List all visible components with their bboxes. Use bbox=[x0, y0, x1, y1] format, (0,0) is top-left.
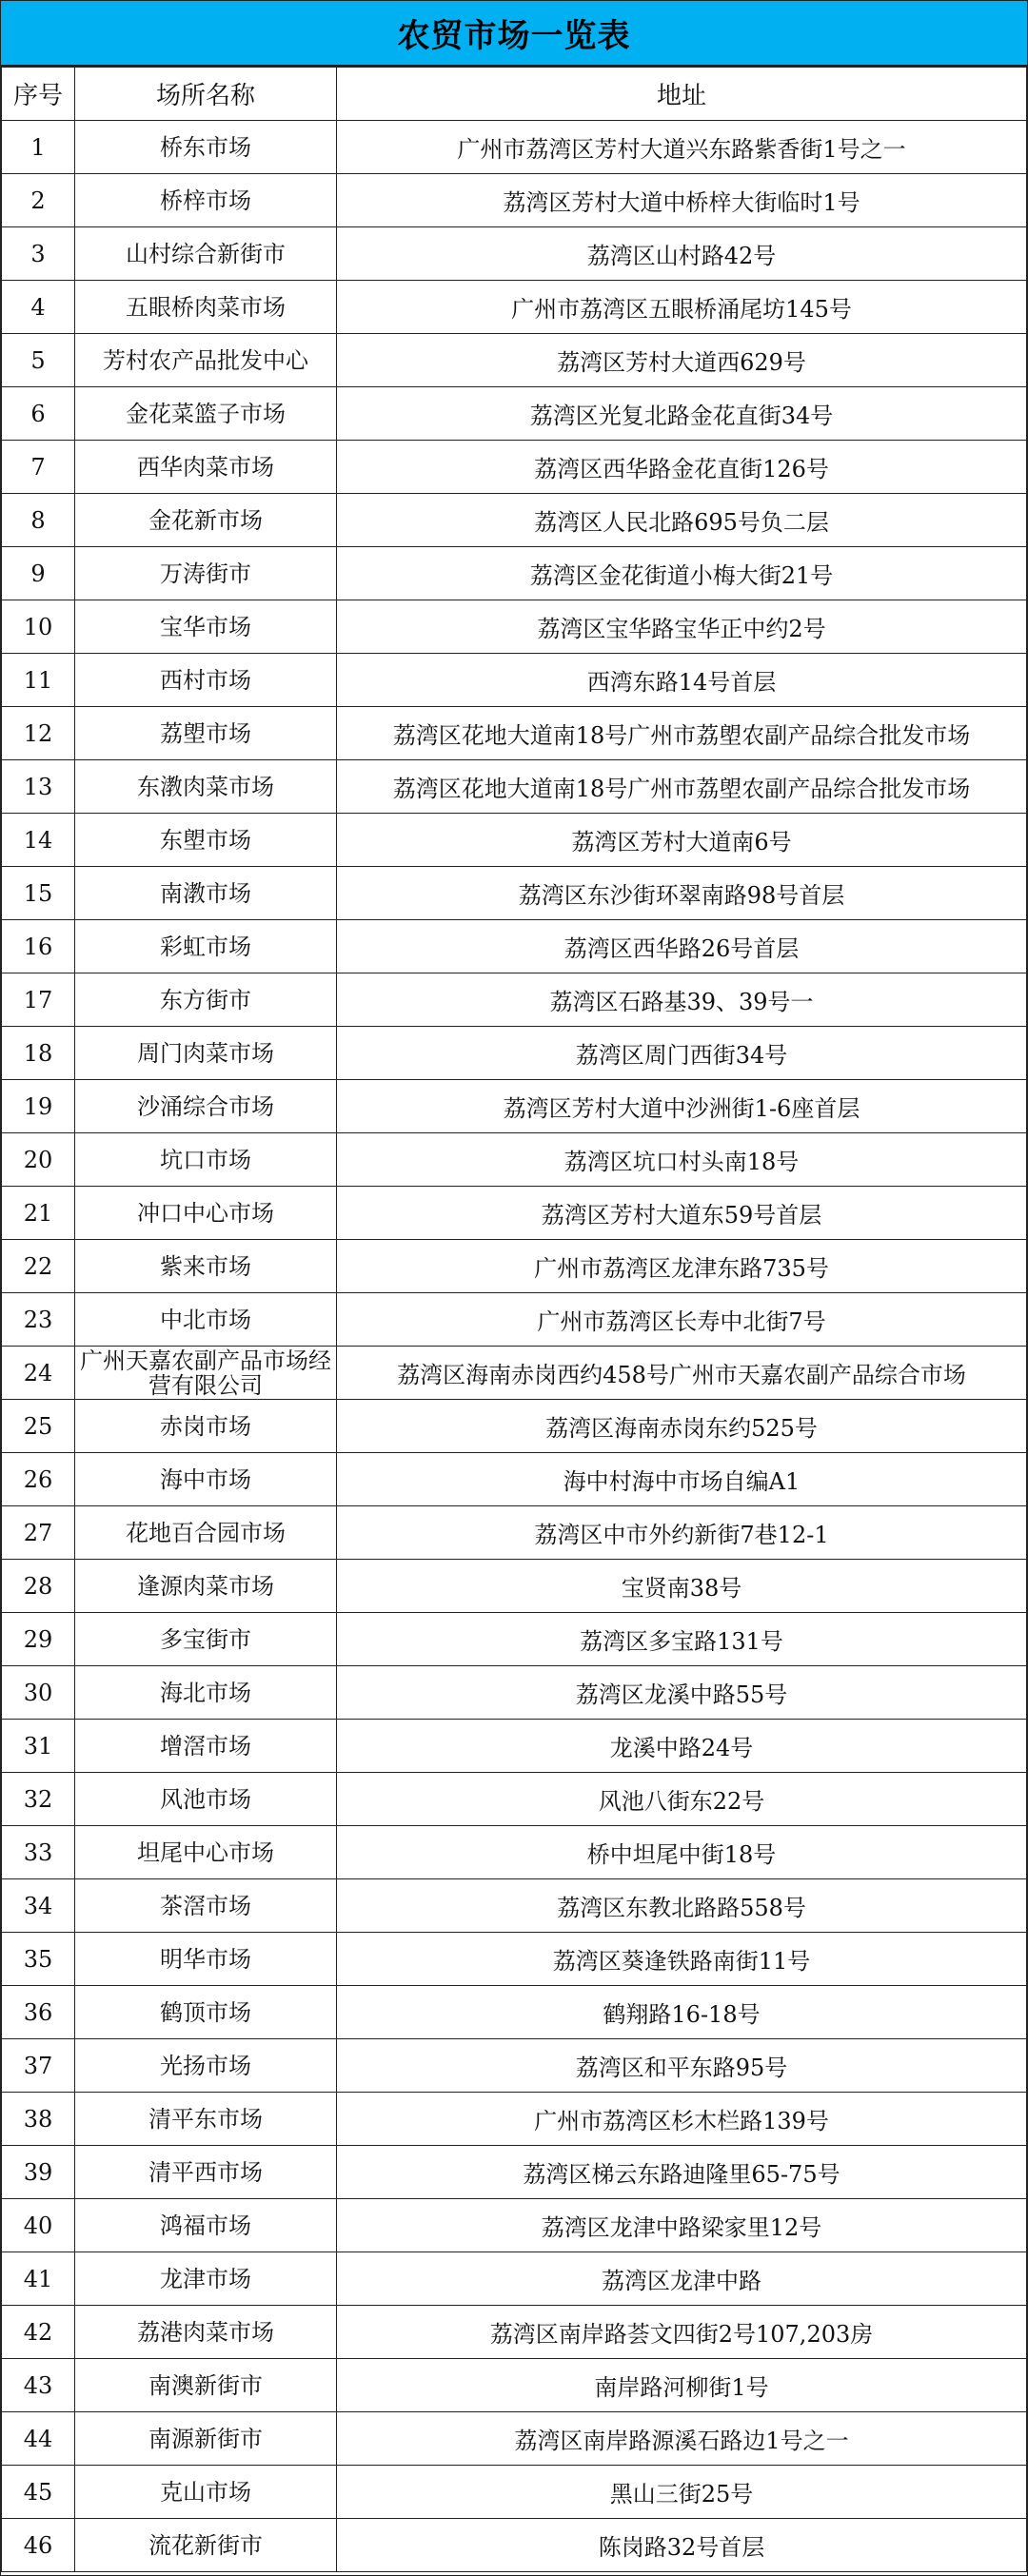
cell-index: 3 bbox=[2, 227, 75, 281]
table-row bbox=[2, 2306, 1027, 2359]
table-row bbox=[2, 1986, 1027, 2039]
table-row bbox=[2, 2093, 1027, 2146]
cell-address: 荔湾区宝华路宝华正中约2号 bbox=[337, 600, 1027, 654]
cell-name: 增滘市场 bbox=[75, 1720, 337, 1773]
cell-address: 荔湾区坑口村头南18号 bbox=[337, 1133, 1027, 1187]
cell-name: 克山市场 bbox=[75, 2466, 337, 2519]
cell-address: 荔湾区中市外约新街7巷12-1 bbox=[337, 1506, 1027, 1560]
cell-index: 13 bbox=[2, 760, 75, 814]
cell-index: 27 bbox=[2, 1506, 75, 1560]
header-row bbox=[2, 68, 1027, 121]
cell-address: 广州市荔湾区芳村大道兴东路紫香街1号之一 bbox=[337, 121, 1027, 174]
cell-name: 中北市场 bbox=[75, 1293, 337, 1347]
cell-address: 南岸路河柳街1号 bbox=[337, 2359, 1027, 2412]
cell-index: 33 bbox=[2, 1826, 75, 1879]
cell-index: 37 bbox=[2, 2039, 75, 2093]
cell-index: 30 bbox=[2, 1666, 75, 1720]
cell-address: 荔湾区西华路26号首层 bbox=[337, 920, 1027, 973]
cell-name: 鸿福市场 bbox=[75, 2199, 337, 2252]
cell-name: 光扬市场 bbox=[75, 2039, 337, 2093]
table-row bbox=[2, 920, 1027, 973]
cell-name: 宝华市场 bbox=[75, 600, 337, 654]
page-title: 农贸市场一览表 bbox=[1, 1, 1027, 67]
cell-address: 荔湾区海南赤岗西约458号广州市天嘉农副产品综合市场 bbox=[337, 1347, 1027, 1400]
cell-name: 芳村农产品批发中心 bbox=[75, 334, 337, 387]
table-row bbox=[2, 1879, 1027, 1933]
cell-address: 荔湾区东教北路路558号 bbox=[337, 1879, 1027, 1933]
cell-name: 彩虹市场 bbox=[75, 920, 337, 973]
cell-index: 15 bbox=[2, 867, 75, 920]
table-row bbox=[2, 1773, 1027, 1826]
cell-index: 21 bbox=[2, 1187, 75, 1240]
cell-address: 宝贤南38号 bbox=[337, 1560, 1027, 1613]
cell-index: 25 bbox=[2, 1400, 75, 1453]
cell-index: 46 bbox=[2, 2519, 75, 2572]
cell-index: 38 bbox=[2, 2093, 75, 2146]
cell-name: 万涛街市 bbox=[75, 547, 337, 600]
table-row bbox=[2, 1400, 1027, 1453]
table-row bbox=[2, 2519, 1027, 2572]
cell-index: 10 bbox=[2, 600, 75, 654]
cell-address: 荔湾区多宝路131号 bbox=[337, 1613, 1027, 1666]
cell-index: 44 bbox=[2, 2412, 75, 2466]
cell-address: 荔湾区和平东路95号 bbox=[337, 2039, 1027, 2093]
cell-name: 山村综合新街市 bbox=[75, 227, 337, 281]
cell-index: 1 bbox=[2, 121, 75, 174]
cell-name: 明华市场 bbox=[75, 1933, 337, 1986]
cell-name: 流花新街市 bbox=[75, 2519, 337, 2572]
cell-address: 荔湾区芳村大道中桥梓大街临时1号 bbox=[337, 174, 1027, 227]
cell-name: 冲口中心市场 bbox=[75, 1187, 337, 1240]
cell-name: 南源新街市 bbox=[75, 2412, 337, 2466]
table-row bbox=[2, 227, 1027, 281]
cell-index: 39 bbox=[2, 2146, 75, 2199]
table-row bbox=[2, 600, 1027, 654]
cell-address: 荔湾区芳村大道东59号首层 bbox=[337, 1187, 1027, 1240]
cell-name: 清平东市场 bbox=[75, 2093, 337, 2146]
cell-name: 西华肉菜市场 bbox=[75, 441, 337, 494]
cell-index: 41 bbox=[2, 2252, 75, 2306]
cell-address: 黑山三街25号 bbox=[337, 2466, 1027, 2519]
cell-index: 24 bbox=[2, 1347, 75, 1400]
cell-index: 17 bbox=[2, 973, 75, 1027]
table-row bbox=[2, 654, 1027, 707]
table-row bbox=[2, 973, 1027, 1027]
cell-name: 鹤顶市场 bbox=[75, 1986, 337, 2039]
cell-address: 龙溪中路24号 bbox=[337, 1720, 1027, 1773]
market-table bbox=[1, 67, 1027, 2572]
table-row bbox=[2, 2252, 1027, 2306]
table-row bbox=[2, 1347, 1027, 1400]
cell-index: 18 bbox=[2, 1027, 75, 1080]
cell-name: 坑口市场 bbox=[75, 1133, 337, 1187]
cell-address: 荔湾区花地大道南18号广州市荔塱农副产品综合批发市场 bbox=[337, 707, 1027, 760]
column-header-address: 地址 bbox=[337, 68, 1027, 121]
cell-name: 坦尾中心市场 bbox=[75, 1826, 337, 1879]
table-row bbox=[2, 1133, 1027, 1187]
cell-index: 26 bbox=[2, 1453, 75, 1506]
cell-address: 荔湾区龙津中路 bbox=[337, 2252, 1027, 2306]
table-row bbox=[2, 1826, 1027, 1879]
table-row bbox=[2, 1666, 1027, 1720]
cell-index: 9 bbox=[2, 547, 75, 600]
table-row bbox=[2, 2146, 1027, 2199]
cell-index: 23 bbox=[2, 1293, 75, 1347]
cell-address: 广州市荔湾区长寿中北街7号 bbox=[337, 1293, 1027, 1347]
cell-address: 荔湾区芳村大道西629号 bbox=[337, 334, 1027, 387]
table-row bbox=[2, 494, 1027, 547]
cell-address: 鹤翔路16-18号 bbox=[337, 1986, 1027, 2039]
cell-name: 龙津市场 bbox=[75, 2252, 337, 2306]
cell-address: 荔湾区梯云东路迪隆里65-75号 bbox=[337, 2146, 1027, 2199]
cell-name: 风池市场 bbox=[75, 1773, 337, 1826]
cell-address: 荔湾区芳村大道南6号 bbox=[337, 814, 1027, 867]
cell-address: 荔湾区海南赤岗东约525号 bbox=[337, 1400, 1027, 1453]
cell-address: 荔湾区光复北路金花直街34号 bbox=[337, 387, 1027, 441]
cell-name: 海中市场 bbox=[75, 1453, 337, 1506]
table-row bbox=[2, 1187, 1027, 1240]
table-row bbox=[2, 760, 1027, 814]
table-row bbox=[2, 1240, 1027, 1293]
cell-address: 荔湾区人民北路695号负二层 bbox=[337, 494, 1027, 547]
cell-name: 东方街市 bbox=[75, 973, 337, 1027]
cell-name: 花地百合园市场 bbox=[75, 1506, 337, 1560]
table-row bbox=[2, 1933, 1027, 1986]
table-row bbox=[2, 1080, 1027, 1133]
table-row bbox=[2, 1720, 1027, 1773]
table-row bbox=[2, 387, 1027, 441]
cell-address: 广州市荔湾区杉木栏路139号 bbox=[337, 2093, 1027, 2146]
table-header bbox=[2, 68, 1027, 121]
table-row bbox=[2, 2466, 1027, 2519]
table-row bbox=[2, 867, 1027, 920]
table-row bbox=[2, 2039, 1027, 2093]
cell-index: 5 bbox=[2, 334, 75, 387]
cell-address: 荔湾区芳村大道中沙洲街1-6座首层 bbox=[337, 1080, 1027, 1133]
table-row bbox=[2, 1506, 1027, 1560]
cell-address: 荔湾区石路基39、39号一 bbox=[337, 973, 1027, 1027]
table-row bbox=[2, 1293, 1027, 1347]
cell-name: 海北市场 bbox=[75, 1666, 337, 1720]
cell-address: 荔湾区南岸路源溪石路边1号之一 bbox=[337, 2412, 1027, 2466]
table-row bbox=[2, 2359, 1027, 2412]
cell-name: 荔塱市场 bbox=[75, 707, 337, 760]
cell-address: 桥中坦尾中街18号 bbox=[337, 1826, 1027, 1879]
cell-index: 45 bbox=[2, 2466, 75, 2519]
cell-index: 22 bbox=[2, 1240, 75, 1293]
table-row bbox=[2, 1027, 1027, 1080]
cell-address: 荔湾区金花街道小梅大街21号 bbox=[337, 547, 1027, 600]
table-row bbox=[2, 707, 1027, 760]
cell-index: 34 bbox=[2, 1879, 75, 1933]
cell-index: 6 bbox=[2, 387, 75, 441]
cell-name: 金花菜篮子市场 bbox=[75, 387, 337, 441]
table-row bbox=[2, 1613, 1027, 1666]
cell-name: 茶滘市场 bbox=[75, 1879, 337, 1933]
table-row bbox=[2, 1453, 1027, 1506]
cell-address: 荔湾区龙溪中路55号 bbox=[337, 1666, 1027, 1720]
cell-address: 风池八街东22号 bbox=[337, 1773, 1027, 1826]
table-row bbox=[2, 1560, 1027, 1613]
table-row bbox=[2, 2412, 1027, 2466]
cell-index: 12 bbox=[2, 707, 75, 760]
table-row bbox=[2, 2199, 1027, 2252]
cell-address: 荔湾区西华路金花直街126号 bbox=[337, 441, 1027, 494]
cell-index: 14 bbox=[2, 814, 75, 867]
table-row bbox=[2, 334, 1027, 387]
cell-index: 4 bbox=[2, 281, 75, 334]
cell-index: 42 bbox=[2, 2306, 75, 2359]
cell-name: 紫来市场 bbox=[75, 1240, 337, 1293]
cell-index: 43 bbox=[2, 2359, 75, 2412]
cell-address: 陈岗路32号首层 bbox=[337, 2519, 1027, 2572]
cell-index: 28 bbox=[2, 1560, 75, 1613]
cell-name: 广州天嘉农副产品市场经营有限公司 bbox=[75, 1347, 337, 1400]
table-row bbox=[2, 121, 1027, 174]
cell-address: 荔湾区龙津中路梁家里12号 bbox=[337, 2199, 1027, 2252]
cell-index: 16 bbox=[2, 920, 75, 973]
cell-index: 40 bbox=[2, 2199, 75, 2252]
cell-name: 沙涌综合市场 bbox=[75, 1080, 337, 1133]
cell-index: 29 bbox=[2, 1613, 75, 1666]
cell-address: 西湾东路14号首层 bbox=[337, 654, 1027, 707]
cell-address: 荔湾区花地大道南18号广州市荔塱农副产品综合批发市场 bbox=[337, 760, 1027, 814]
cell-name: 东漖肉菜市场 bbox=[75, 760, 337, 814]
cell-index: 11 bbox=[2, 654, 75, 707]
cell-index: 36 bbox=[2, 1986, 75, 2039]
cell-index: 19 bbox=[2, 1080, 75, 1133]
cell-name: 荔港肉菜市场 bbox=[75, 2306, 337, 2359]
cell-index: 35 bbox=[2, 1933, 75, 1986]
cell-name: 逢源肉菜市场 bbox=[75, 1560, 337, 1613]
table-row bbox=[2, 281, 1027, 334]
table-row bbox=[2, 547, 1027, 600]
column-header-name: 场所名称 bbox=[75, 68, 337, 121]
cell-index: 7 bbox=[2, 441, 75, 494]
cell-address: 广州市荔湾区五眼桥涌尾坊145号 bbox=[337, 281, 1027, 334]
cell-name: 五眼桥肉菜市场 bbox=[75, 281, 337, 334]
table-row bbox=[2, 441, 1027, 494]
cell-index: 8 bbox=[2, 494, 75, 547]
cell-name: 清平西市场 bbox=[75, 2146, 337, 2199]
cell-name: 桥东市场 bbox=[75, 121, 337, 174]
column-header-index: 序号 bbox=[2, 68, 75, 121]
cell-index: 31 bbox=[2, 1720, 75, 1773]
cell-name: 南漖市场 bbox=[75, 867, 337, 920]
cell-address: 荔湾区葵逢铁路南街11号 bbox=[337, 1933, 1027, 1986]
cell-index: 20 bbox=[2, 1133, 75, 1187]
cell-address: 海中村海中市场自编A1 bbox=[337, 1453, 1027, 1506]
table-body bbox=[2, 121, 1027, 2572]
cell-index: 32 bbox=[2, 1773, 75, 1826]
cell-address: 荔湾区周门西街34号 bbox=[337, 1027, 1027, 1080]
table-row bbox=[2, 814, 1027, 867]
cell-name: 周门肉菜市场 bbox=[75, 1027, 337, 1080]
cell-name: 赤岗市场 bbox=[75, 1400, 337, 1453]
cell-address: 荔湾区东沙街环翠南路98号首层 bbox=[337, 867, 1027, 920]
cell-name: 多宝街市 bbox=[75, 1613, 337, 1666]
cell-name: 桥梓市场 bbox=[75, 174, 337, 227]
cell-address: 荔湾区南岸路荟文四街2号107,203房 bbox=[337, 2306, 1027, 2359]
cell-address: 广州市荔湾区龙津东路735号 bbox=[337, 1240, 1027, 1293]
cell-index: 2 bbox=[2, 174, 75, 227]
cell-address: 荔湾区山村路42号 bbox=[337, 227, 1027, 281]
cell-name: 西村市场 bbox=[75, 654, 337, 707]
cell-name: 南澳新街市 bbox=[75, 2359, 337, 2412]
cell-name: 东塱市场 bbox=[75, 814, 337, 867]
table-row bbox=[2, 174, 1027, 227]
cell-name: 金花新市场 bbox=[75, 494, 337, 547]
